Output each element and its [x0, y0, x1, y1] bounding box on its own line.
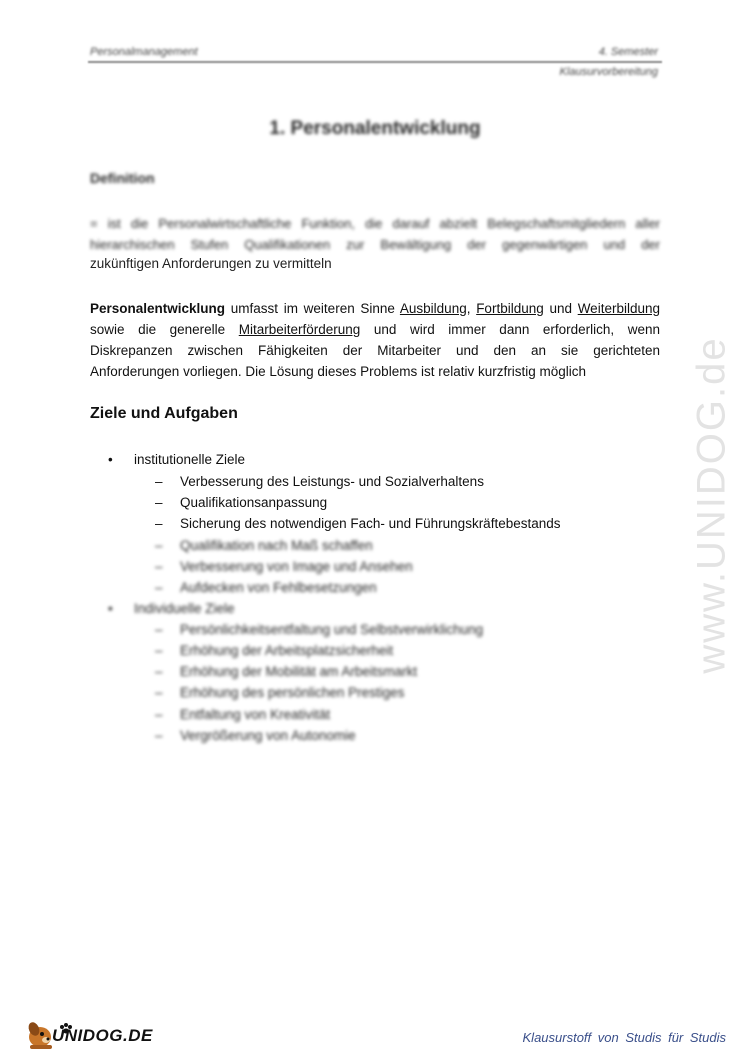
- intro-paragraph: [90, 298, 660, 382]
- list-item-text: Qualifikation nach Maß schaffen: [180, 538, 373, 553]
- paragraph-line-2: [90, 319, 660, 340]
- footer-tagline: Klausurstoff von Studis für Studis: [522, 1030, 726, 1045]
- header-right-text: 4. Semester: [598, 46, 658, 58]
- list-item-text: Verbesserung von Image und Ansehen: [180, 559, 413, 574]
- list-item-text: Persönlichkeitsentfaltung und Selbstverwirklichung: [180, 622, 484, 637]
- list-group-label: institutionelle Ziele: [134, 452, 246, 467]
- definition-heading: Definition: [90, 170, 155, 186]
- list-item-text: Vergrößerung von Autonomie: [180, 728, 356, 743]
- dash-icon: –: [155, 580, 163, 595]
- header-sub-text: Klausurvorbereitung: [559, 66, 658, 78]
- dash-icon: –: [155, 685, 163, 700]
- text-span: sowie die generelle: [90, 322, 239, 337]
- list-item-text: Aufdecken von Fehlbesetzungen: [180, 580, 377, 595]
- dash-icon: –: [155, 495, 163, 510]
- list-item-text: Entfaltung von Kreativität: [180, 707, 331, 722]
- watermark-text: www.UNIDOG.de: [689, 336, 734, 674]
- page-title: 1. Personalentwicklung: [269, 118, 481, 139]
- text-span: umfasst im weiteren Sinne: [225, 301, 400, 316]
- list-item-text: Erhöhung der Arbeitsplatzsicherheit: [180, 643, 394, 658]
- list-item-text: Sicherung des notwendigen Fach- und Führungskräftebestands: [180, 516, 561, 531]
- logo-text: UNIDOG.DE: [52, 1026, 153, 1045]
- link-ausbildung: Ausbildung: [399, 301, 467, 316]
- header-divider: [88, 61, 662, 63]
- header-left-text: Personalmanagement: [90, 46, 198, 58]
- dash-icon: –: [155, 516, 163, 531]
- definition-line: = ist die Personalwirtschaftliche Funktion, die darauf abzielt Belegschaftsmitgliedern aller: [90, 216, 660, 231]
- dash-icon: –: [155, 538, 163, 553]
- dash-icon: –: [155, 707, 163, 722]
- bullet-icon: •: [108, 601, 113, 616]
- dash-icon: –: [155, 474, 163, 489]
- definition-last-line: zukünftigen Anforderungen zu vermitteln: [90, 256, 332, 271]
- link-fortbildung: Fortbildung: [476, 301, 544, 316]
- dash-icon: –: [155, 559, 163, 574]
- dash-icon: –: [155, 664, 163, 679]
- dash-icon: –: [155, 728, 163, 743]
- list-group-label: Individuelle Ziele: [134, 601, 235, 616]
- definition-line: hierarchischen Stufen Qualifikationen zur Bewältigung der gegenwärtigen und der: [90, 237, 660, 252]
- text-span: und: [543, 301, 578, 316]
- text-span: ,: [466, 301, 477, 316]
- definition-text: [90, 213, 660, 255]
- dash-icon: –: [155, 643, 163, 658]
- paragraph-line-1: [90, 298, 660, 319]
- list-item-text: Qualifikationsanpassung: [180, 495, 328, 510]
- list-item-text: Erhöhung des persönlichen Prestiges: [180, 685, 405, 700]
- section-heading: Ziele und Aufgaben: [90, 405, 238, 422]
- paragraph-line-4: Anforderungen vorliegen. Die Lösung dieses Problems ist relativ kurzfristig möglich: [90, 364, 586, 379]
- dash-icon: –: [155, 622, 163, 637]
- list-item-text: Erhöhung der Mobilität am Arbeitsmarkt: [180, 664, 418, 679]
- paragraph-line-3: Diskrepanzen zwischen Fähigkeiten der Mitarbeiter und den an sie gerichteten: [90, 343, 660, 358]
- bullet-icon: •: [108, 452, 113, 467]
- text-span: und wird immer dann erforderlich, wenn: [360, 322, 661, 337]
- list-item-text: Verbesserung des Leistungs- und Sozialverhaltens: [180, 474, 484, 489]
- term-bold: Personalentwicklung: [90, 301, 226, 316]
- link-mitarbeiterfoerderung: Mitarbeiterförderung: [238, 322, 361, 337]
- link-weiterbildung: Weiterbildung: [577, 301, 660, 316]
